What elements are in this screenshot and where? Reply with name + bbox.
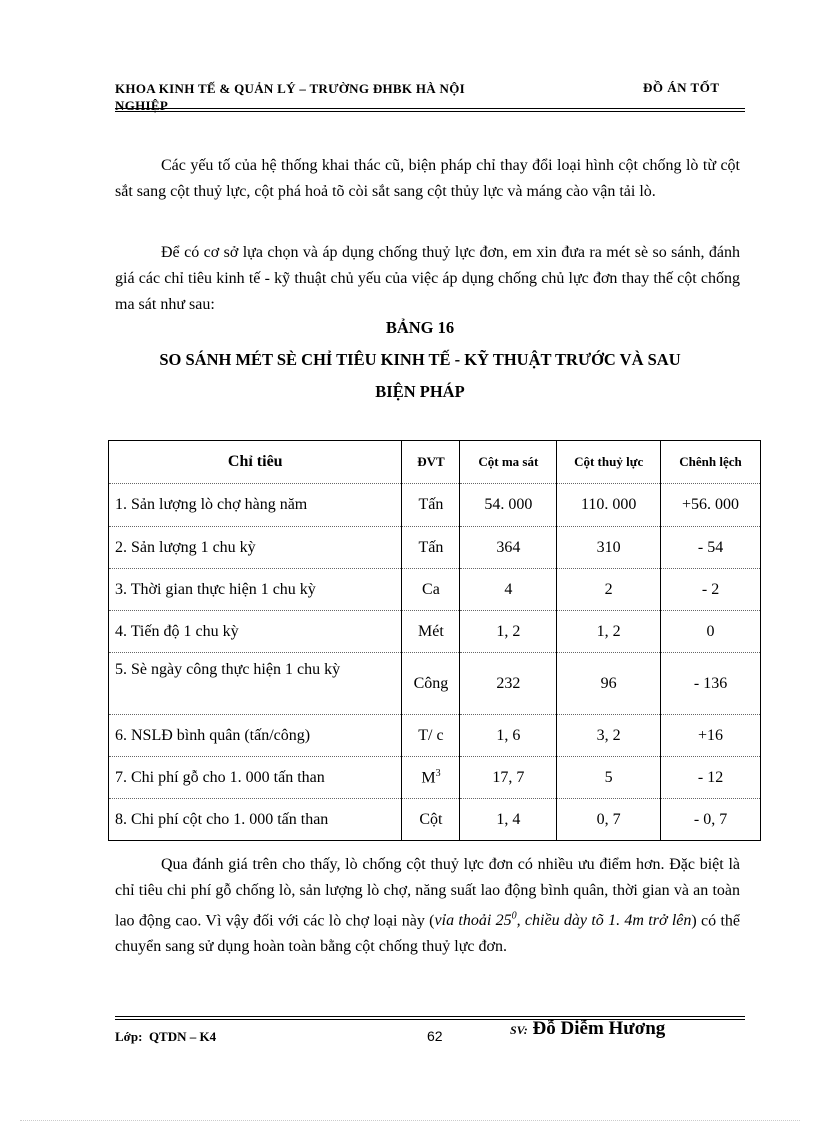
footer-class-label: Lớp: [115,1029,143,1044]
bottom-dotted-line [20,1120,800,1121]
row-difference: - 136 [661,653,761,715]
paragraph-2-text: Để có cơ sở lựa chọn và áp dụng chống thuỷ lực đơn, em xin đưa ra mét sè so sánh, đánh giá các chỉ tiêu kinh tế - kỹ thuật chủ yếu của việc áp dụng chống chủ lực đơn thay thế cột chống ma sát như sau: [115,244,740,313]
paragraph-2 [115,240,740,318]
table-title-line-2: BIỆN PHÁP [375,382,465,401]
header-chenh-lech: Chênh lệch [661,441,761,484]
row-hydraulic: 3, 2 [557,715,661,757]
row-difference: +16 [661,715,761,757]
row-friction: 1, 2 [460,611,557,653]
footer-class [115,1029,216,1045]
unit-m: M [421,769,436,787]
header-rule [115,108,745,112]
row-unit: Công [402,653,460,715]
row-difference: - 12 [661,757,761,799]
row-unit: Tấn [402,527,460,569]
row-hydraulic: 5 [557,757,661,799]
row-indicator: 5. Sè ngày công thực hiện 1 chu kỳ [109,653,402,715]
row-unit: T/ c [402,715,460,757]
row-difference: +56. 000 [661,484,761,527]
conclusion-degree: 0 [511,911,517,922]
table-row [109,653,761,715]
row-unit: Ca [402,569,460,611]
row-indicator: 8. Chi phí cột cho 1. 000 tấn than [109,799,402,841]
header-cot-ma-sat: Cột ma sát [460,441,557,484]
row-indicator: 7. Chi phí gỗ cho 1. 000 tấn than [109,757,402,799]
row-friction: 17, 7 [460,757,557,799]
row-indicator: 4. Tiến độ 1 chu kỳ [109,611,402,653]
row-friction: 1, 6 [460,715,557,757]
header-faculty: KHOA KINH TẾ & QUẢN LÝ – TRƯỜNG ĐHBK HÀ NỘI [115,81,465,96]
row-friction: 4 [460,569,557,611]
row-hydraulic: 110. 000 [557,484,661,527]
row-hydraulic: 0, 7 [557,799,661,841]
header-chi-tieu: Chỉ tiêu [109,441,402,484]
row-friction: 1, 4 [460,799,557,841]
header-right: ĐỒ ÁN TỐT [643,80,720,95]
row-indicator: 2. Sản lượng 1 chu kỳ [109,527,402,569]
row-unit: Tấn [402,484,460,527]
table-row [109,757,761,799]
row-unit: Mét [402,611,460,653]
table-header-row [109,441,761,484]
unit-superscript: 3 [435,767,441,779]
row-unit [402,757,460,799]
comparison-table [108,440,761,841]
row-difference: - 54 [661,527,761,569]
footer-student-name: Đỗ Diễm Hương [532,1018,666,1039]
row-hydraulic: 1, 2 [557,611,661,653]
conclusion-text-1: Qua đánh giá trên cho thấy, lò chống cột thuỷ lực đơn có nhiều ưu điểm hơn. Đặc biệt là chỉ tiêu chi phí gỗ chống lò, sản lượng lò chợ, năng suất lao động bình quân, thời gian và an toàn lao động cao. Vì vậy đối với các lò chợ loại này ( [115,856,740,930]
conclusion-paragraph [115,852,740,960]
row-difference: - 2 [661,569,761,611]
row-indicator: 1. Sản lượng lò chợ hàng năm [109,484,402,527]
conclusion-italic-1: vỉa thoải 25 [434,912,512,930]
paragraph-1 [115,153,740,205]
row-friction: 54. 000 [460,484,557,527]
row-indicator: 6. NSLĐ bình quân (tấn/công) [109,715,402,757]
footer-class-value: QTDN – K4 [148,1029,217,1044]
row-difference: - 0, 7 [661,799,761,841]
table-row [109,715,761,757]
row-friction: 364 [460,527,557,569]
row-difference: 0 [661,611,761,653]
row-indicator: 3. Thời gian thực hiện 1 chu kỳ [109,569,402,611]
table-row [109,527,761,569]
header-cot-thuy-luc: Cột thuỷ lực [557,441,661,484]
conclusion-text-2: ) có thể chuyển sang sử dụng hoàn toàn bằng cột chống thuỷ lực đơn. [115,912,740,956]
row-friction: 232 [460,653,557,715]
header-continuation: NGHIỆP [115,98,169,113]
conclusion-italic-2: , chiều dày tõ 1. 4m trở lên [516,912,692,930]
row-hydraulic: 310 [557,527,661,569]
row-unit: Cột [402,799,460,841]
table-row [109,484,761,527]
header-dvt: ĐVT [402,441,460,484]
row-hydraulic: 96 [557,653,661,715]
page-number: 62 [427,1028,443,1044]
table-title-line-1: SO SÁNH MÉT SÈ CHỈ TIÊU KINH TẾ - KỸ THUẬT TRƯỚC VÀ SAU [159,350,681,369]
footer-sv-label: SV: [510,1023,528,1037]
paragraph-1-text: Các yếu tố của hệ thống khai thác cũ, biện pháp chỉ thay đổi loại hình cột chống lò từ cột sắt sang cột thuỷ lực, cột phá hoả tõ còi sắt sang cột thủy lực và máng cào vận tải lò. [115,157,740,200]
table-label: BẢNG 16 [385,318,455,337]
table-row [109,569,761,611]
row-hydraulic: 2 [557,569,661,611]
table-row [109,611,761,653]
footer-student [510,1018,665,1040]
table-row [109,799,761,841]
